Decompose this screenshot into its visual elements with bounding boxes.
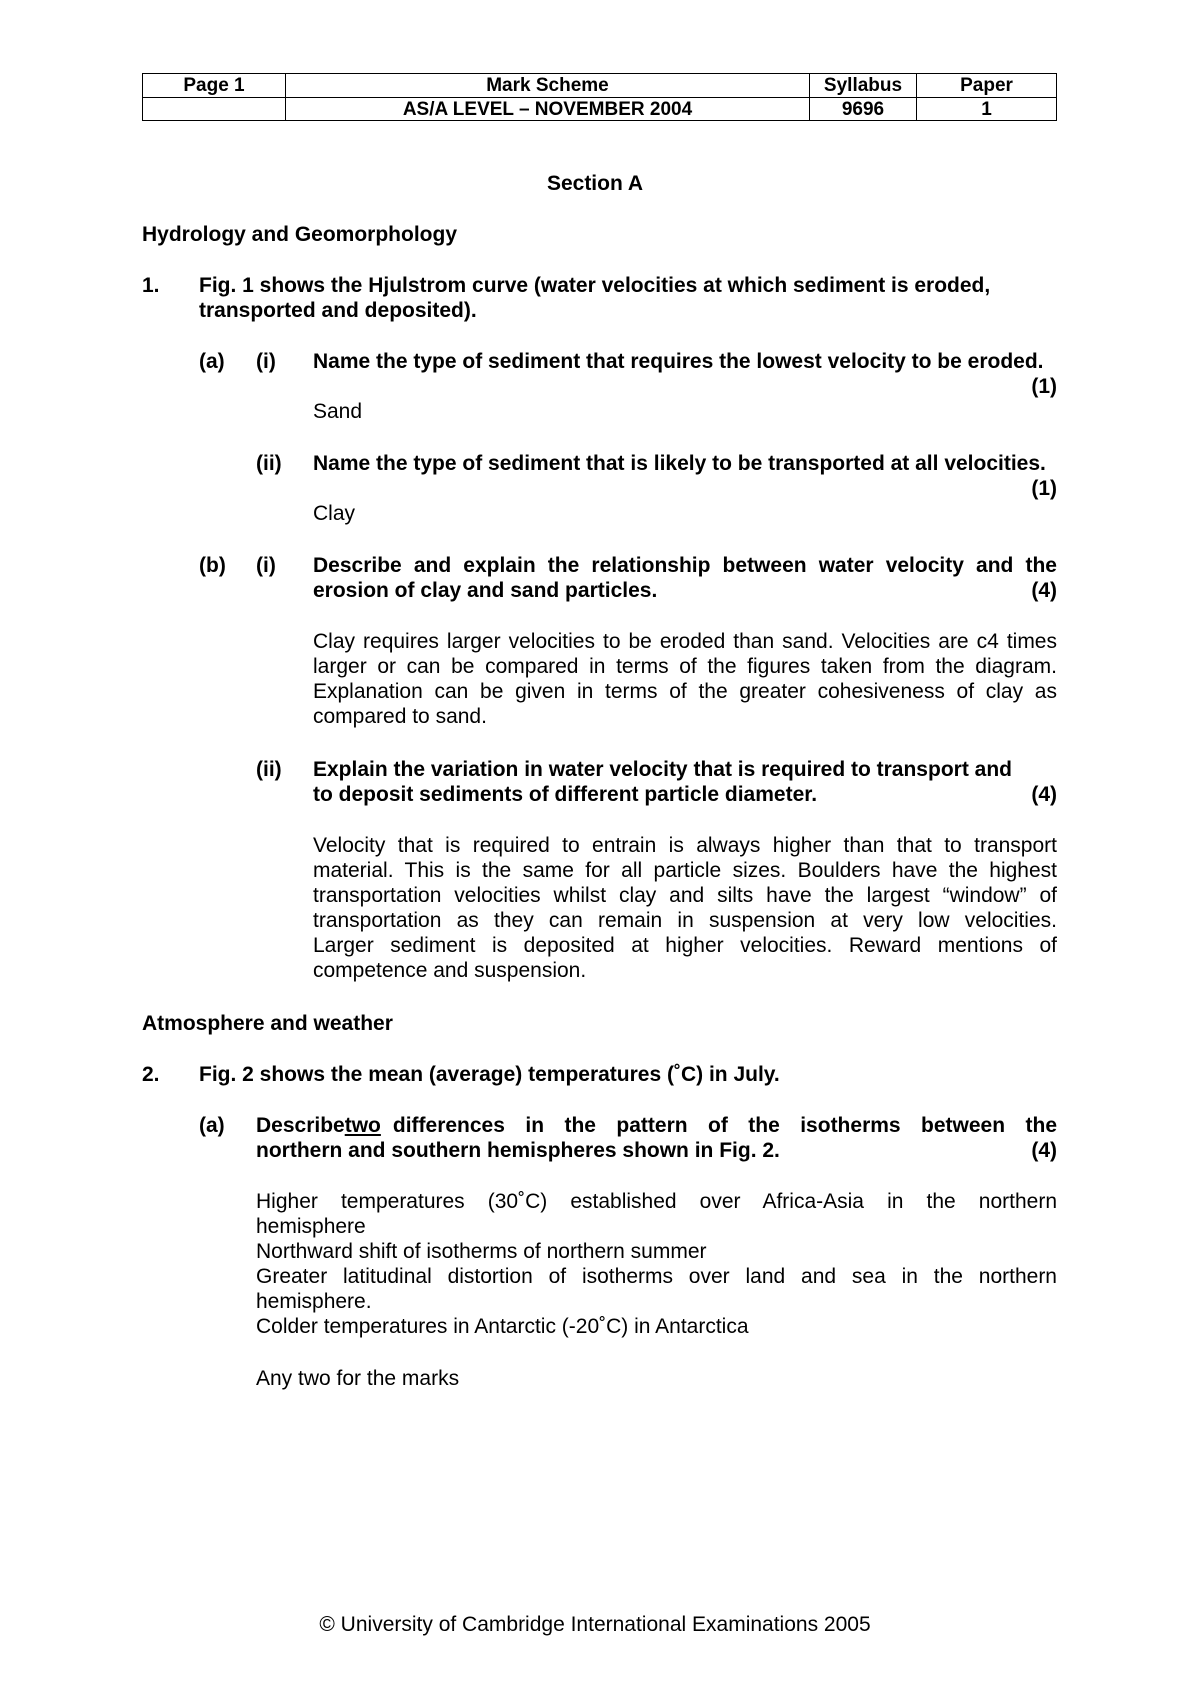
- answer-line: Colder temperatures in Antarctic (-20˚C) in Antarctica: [256, 1315, 749, 1338]
- question-line: [313, 782, 1057, 807]
- page-label: Page 1: [183, 75, 245, 96]
- part-label: (a): [199, 350, 225, 373]
- question-line: Describe and explain the relationship between water velocity and the: [313, 554, 1057, 577]
- answer-note: Any two for the marks: [256, 1367, 460, 1390]
- topic-heading: Atmosphere and weather: [142, 1012, 393, 1035]
- question-stem-line: Fig. 1 shows the Hjulstrom curve (water velocities at which sediment is eroded,: [199, 274, 991, 297]
- subpart-question: [313, 553, 1057, 603]
- doc-title: Mark Scheme: [486, 75, 609, 96]
- question-line-text: to deposit sediments of different particle diameter.: [313, 783, 818, 806]
- question-line: [256, 1138, 1057, 1163]
- answer-line: Larger sediment is deposited at higher velocities. Reward mentions of: [313, 934, 1057, 957]
- question-line: Explain the variation in water velocity that is required to transport and: [313, 758, 1012, 781]
- part-label: (a): [199, 1114, 225, 1137]
- answer-block: [313, 629, 1057, 729]
- answer-text: Clay: [313, 502, 356, 525]
- marks: (4): [1031, 783, 1057, 806]
- answer-line: Northward shift of isotherms of northern summer: [256, 1240, 707, 1263]
- answer-line: larger or can be compared in terms of the figures taken from the diagram.: [313, 655, 1057, 678]
- question-line: [313, 578, 1057, 603]
- answer-line: competence and suspension.: [313, 959, 587, 982]
- answer-line: Velocity that is required to entrain is always higher than that to transport: [313, 834, 1057, 857]
- header-table: [142, 73, 1057, 121]
- question-line-text: northern and southern hemispheres shown in Fig. 2.: [256, 1139, 780, 1162]
- answer-line: Explanation can be given in terms of the greater cohesiveness of clay as: [313, 680, 1057, 703]
- syllabus-value: 9696: [841, 99, 885, 120]
- answer-block: [256, 1189, 1057, 1339]
- question-word: Describe: [256, 1114, 345, 1137]
- answer-line: Higher temperatures (30˚C) established over Africa-Asia in the northern: [256, 1190, 1057, 1213]
- answer-block: [313, 833, 1057, 983]
- subpart-label: (i): [256, 350, 276, 373]
- answer-line: compared to sand.: [313, 705, 487, 728]
- topic-heading: Hydrology and Geomorphology: [142, 223, 458, 246]
- answer-line: hemisphere: [256, 1215, 366, 1238]
- section-title: Section A: [546, 172, 644, 195]
- marks: (4): [1031, 579, 1057, 602]
- paper-label: Paper: [960, 75, 1013, 96]
- subpart-question: [256, 1113, 1057, 1163]
- marks: (1): [1031, 477, 1057, 500]
- question-line: [256, 1113, 1057, 1138]
- marks: (1): [1031, 375, 1057, 398]
- underlined-word: two: [344, 1114, 381, 1137]
- question-number: 1.: [142, 274, 160, 297]
- header-row-1: [143, 74, 1056, 98]
- question-number: 2.: [142, 1063, 160, 1086]
- subpart-question: [313, 757, 1057, 807]
- marks: (4): [1031, 1139, 1057, 1162]
- subpart-label: (ii): [256, 452, 282, 475]
- question-stem: Fig. 2 shows the mean (average) temperatures (˚C) in July.: [199, 1063, 780, 1086]
- question-line-text: erosion of clay and sand particles.: [313, 579, 658, 602]
- answer-line: Clay requires larger velocities to be eroded than sand. Velocities are c4 times: [313, 630, 1057, 653]
- question-stem-line: transported and deposited).: [199, 299, 477, 322]
- question-line-text: differences in the pattern of the isotherms between the: [392, 1114, 1057, 1137]
- subpart-label: (i): [256, 554, 276, 577]
- question-stem: [199, 273, 990, 323]
- footer-copyright: © University of Cambridge International Examinations 2005: [319, 1613, 871, 1636]
- syllabus-label: Syllabus: [823, 75, 903, 96]
- part-label: (b): [199, 554, 226, 577]
- answer-line: transportation velocities whilst clay and silts have the largest “window” of: [313, 884, 1057, 907]
- answer-line: transportation as they can remain in suspension at very low velocities.: [313, 909, 1057, 932]
- exam-session: AS/A LEVEL – NOVEMBER 2004: [402, 99, 693, 120]
- header-row-2: [143, 98, 1056, 121]
- subpart-label: (ii): [256, 758, 282, 781]
- answer-line: hemisphere.: [256, 1290, 372, 1313]
- subpart-question: Name the type of sediment that requires the lowest velocity to be eroded.: [313, 350, 1044, 373]
- subpart-question: Name the type of sediment that is likely to be transported at all velocities.: [313, 452, 1046, 475]
- answer-text: Sand: [313, 400, 363, 423]
- answer-line: Greater latitudinal distortion of isotherms over land and sea in the northern: [256, 1265, 1057, 1288]
- answer-line: material. This is the same for all particle sizes. Boulders have the highest: [313, 859, 1057, 882]
- paper-value: 1: [981, 99, 992, 120]
